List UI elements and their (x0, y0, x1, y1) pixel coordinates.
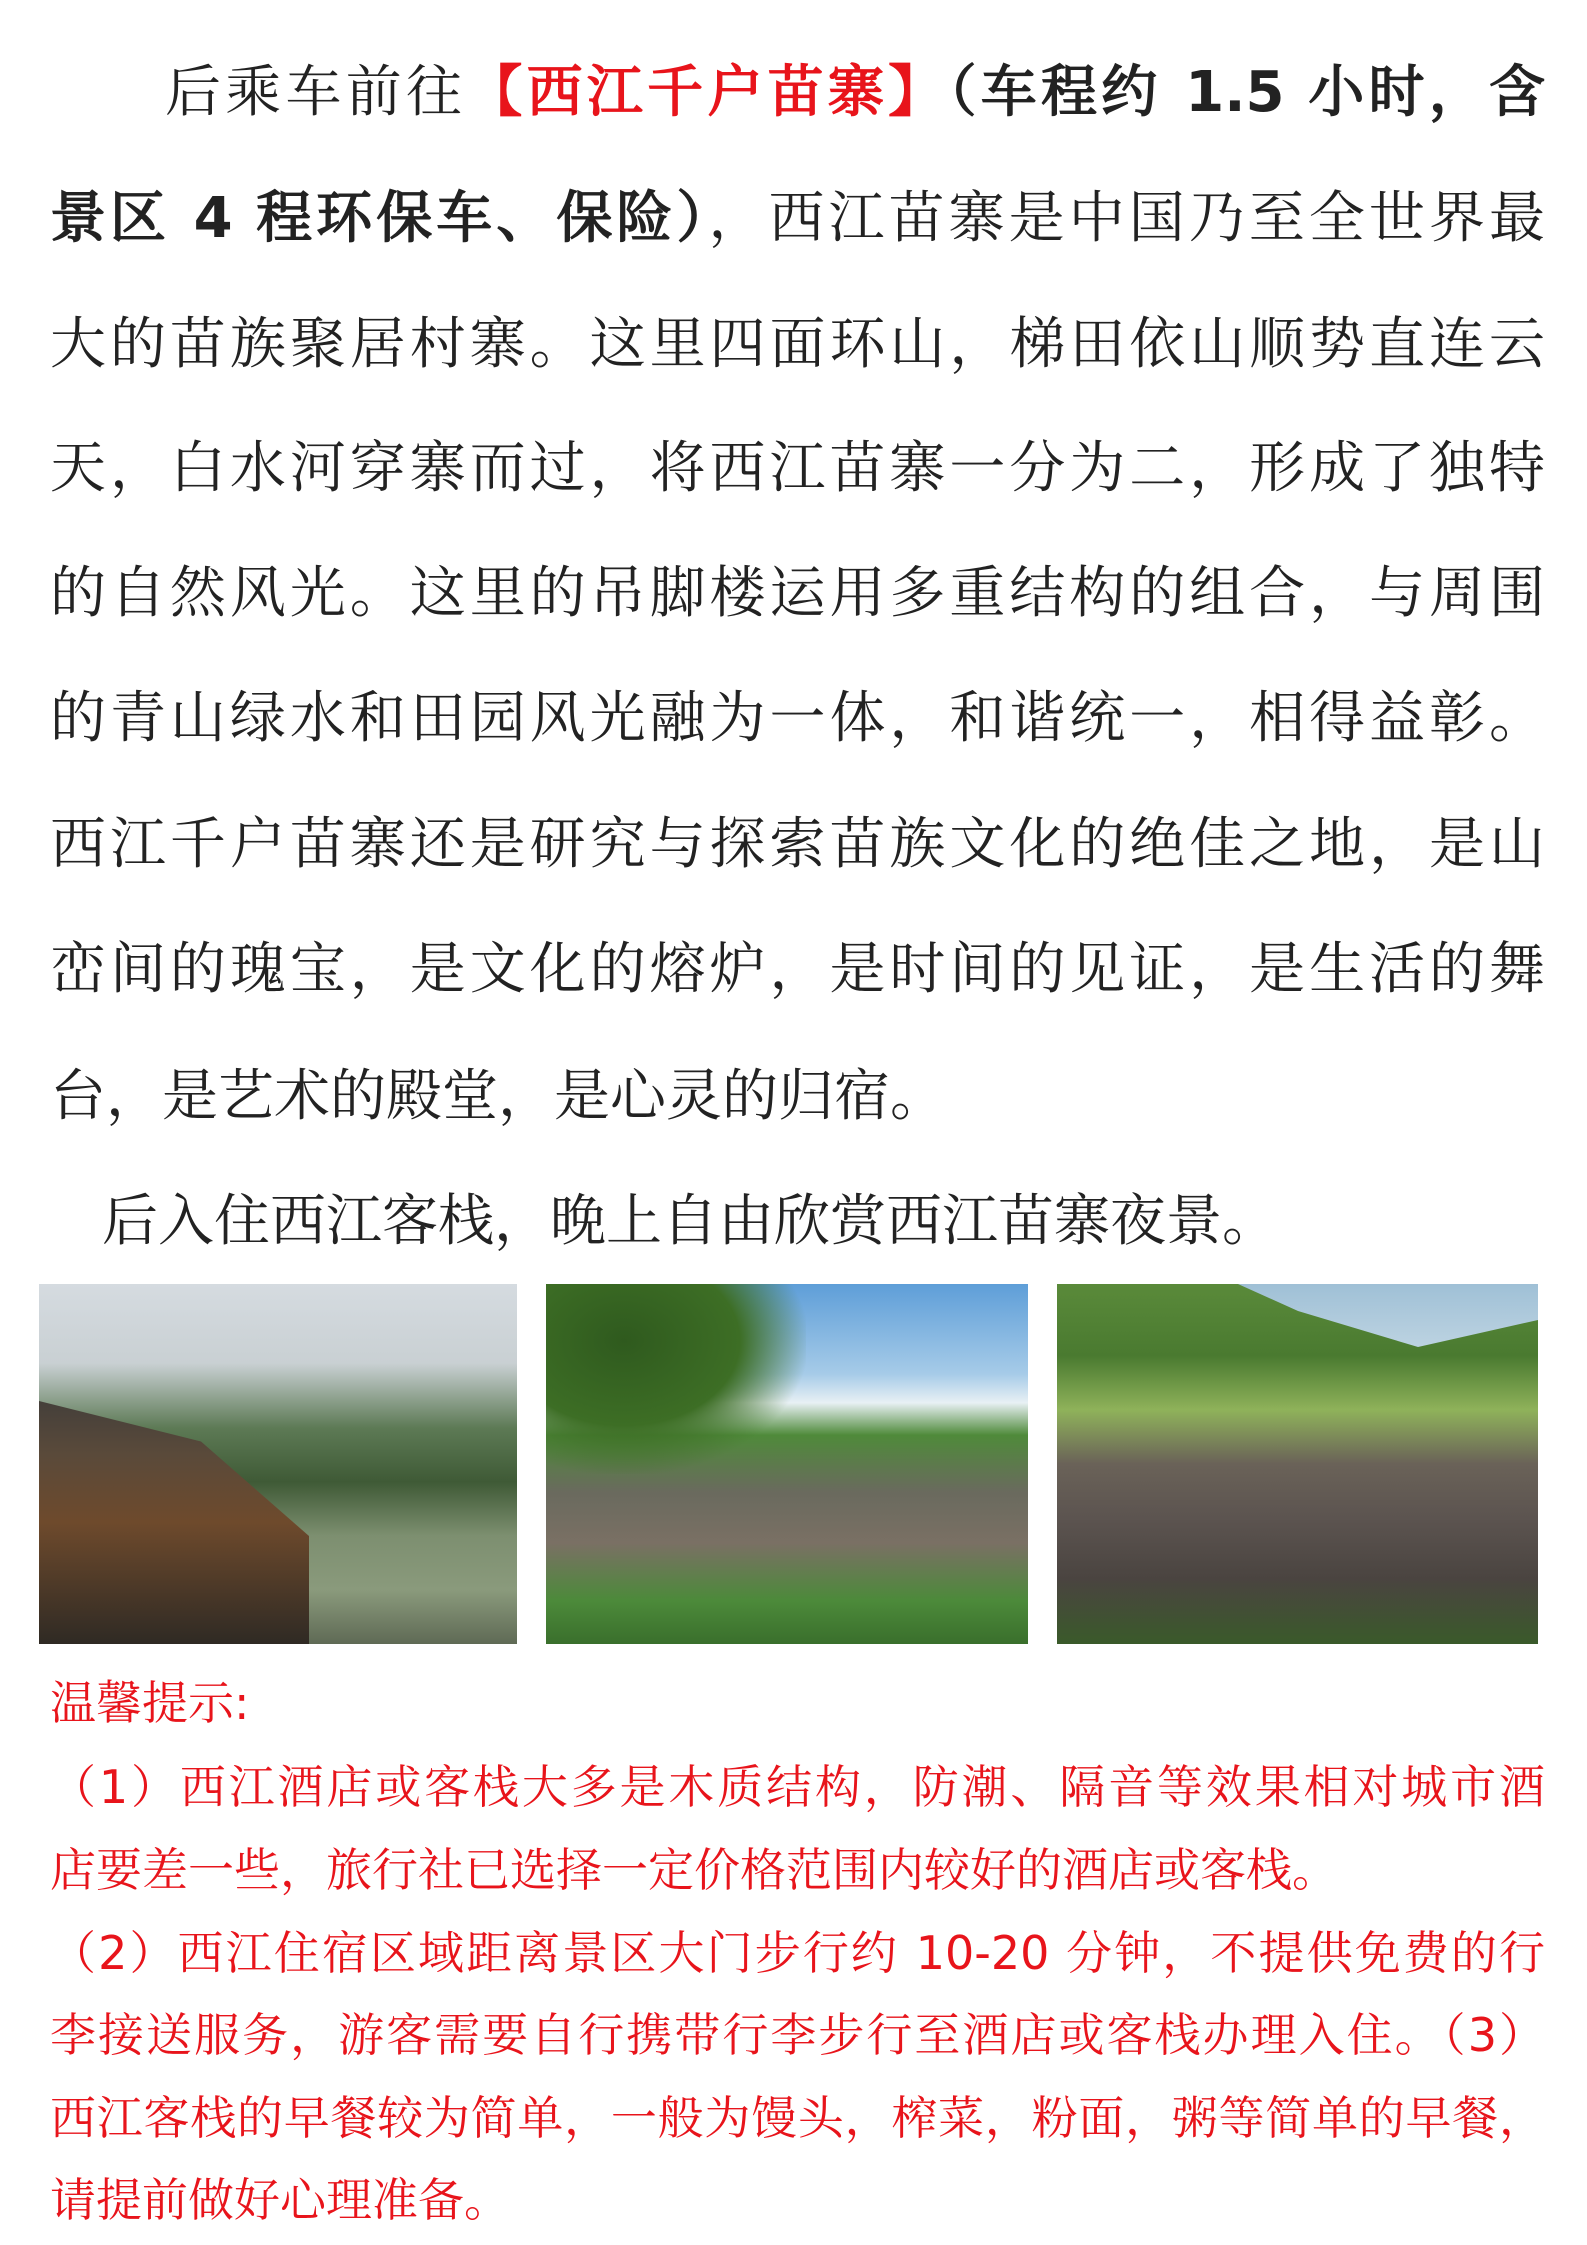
paragraph-line: 台，是艺术的殿堂，是心灵的归宿。 (50, 1064, 946, 1129)
paragraph-line: 大的苗族聚居村寨。这里四面环山，梯田依山顺势直连云 (50, 312, 1545, 377)
tips-title: 温馨提示: (50, 1676, 250, 1730)
transport-note-cont: 景区 4 程环保车、保险） (50, 186, 709, 251)
paragraph-line (50, 58, 1545, 128)
photo-village-under-trees (546, 1284, 1028, 1644)
photo-village-hillside (1057, 1284, 1538, 1644)
stay-note: 后入住西江客栈，晚上自由欣赏西江苗寨夜景。 (102, 1189, 1278, 1254)
paragraph-line: 的自然风光。这里的吊脚楼运用多重结构的组合，与周围 (50, 561, 1545, 626)
tip-line: 李接送服务，游客需要自行携带行李步行至酒店或客栈办理入住。（3） (50, 2008, 1545, 2062)
intro-text: 后乘车前往 (165, 60, 467, 125)
tip-line: （2）西江住宿区域距离景区大门步行约 10-20 分钟，不提供免费的行 (50, 1926, 1545, 1980)
paragraph-line: 的青山绿水和田园风光融为一体，和谐统一，相得益彰。 (50, 686, 1545, 751)
photo-riverside-stilt-houses (39, 1284, 517, 1644)
paragraph-line: 峦间的瑰宝，是文化的熔炉，是时间的见证，是生活的舞 (50, 937, 1545, 1002)
paragraph-line (50, 184, 1545, 254)
destination-highlight: 【西江千户苗寨】 (466, 60, 949, 125)
tip-line: 请提前做好心理准备。 (50, 2173, 510, 2227)
paragraph-line: 天，白水河穿寨而过，将西江苗寨一分为二，形成了独特 (50, 436, 1545, 501)
paragraph-line: 西江千户苗寨还是研究与探索苗族文化的绝佳之地，是山 (50, 812, 1545, 877)
tip-line: 店要差一些，旅行社已选择一定价格范围内较好的酒店或客栈。 (50, 1843, 1338, 1897)
description-text: ，西江苗寨是中国乃至全世界最 (708, 186, 1545, 251)
tip-line: 西江客栈的早餐较为简单，一般为馒头，榨菜，粉面，粥等简单的早餐， (50, 2091, 1545, 2145)
transport-note: （车程约 1.5 小时，含 (948, 60, 1546, 125)
tip-line: （1）西江酒店或客栈大多是木质结构，防潮、隔音等效果相对城市酒 (50, 1760, 1545, 1814)
